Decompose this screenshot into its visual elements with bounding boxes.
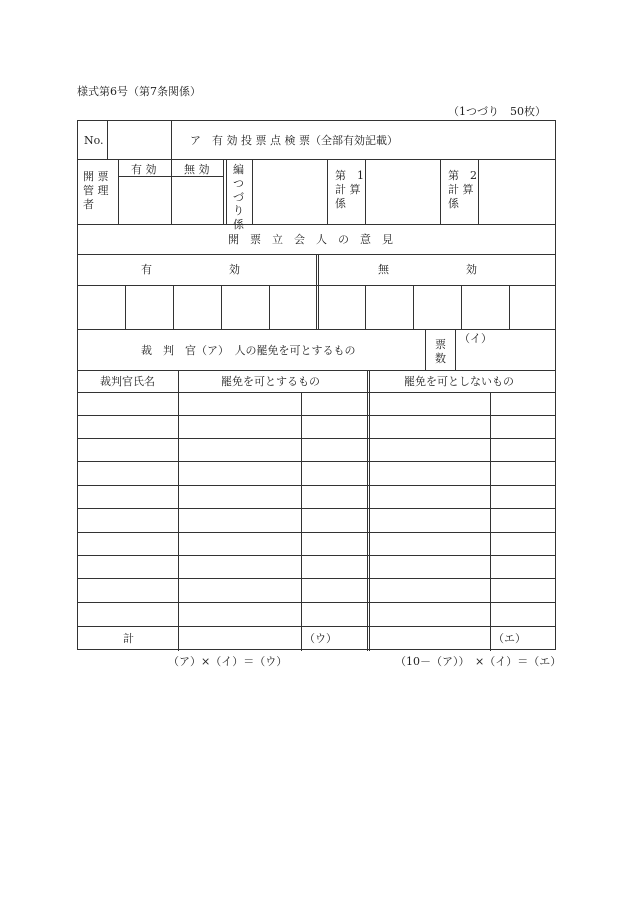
calc-clerk-2-label: 第 2 計 算 係	[448, 169, 477, 210]
i-mark: （イ）	[459, 332, 492, 345]
form-title: ア 有 効 投 票 点 検 票（全部有効記載）	[190, 134, 398, 147]
total-label: 計	[123, 632, 134, 645]
witness-opinion-title: 開 票 立 会 人 の 意 見	[228, 233, 393, 246]
judge-dismissal-title: 裁 判 官（ア） 人の罷免を可とするもの	[141, 344, 356, 357]
copies-note: （1つづり 50枚）	[448, 105, 546, 118]
column-disapprove: 罷免を可としないもの	[404, 375, 514, 388]
calc-clerk-1-label: 第 1 計 算 係	[335, 169, 364, 210]
formula-left: （ア）×（イ）＝（ウ）	[168, 655, 288, 668]
inspection-form	[77, 120, 556, 650]
no-label: No.	[84, 134, 104, 147]
column-judge-name: 裁判官氏名	[100, 375, 155, 388]
form-number: 様式第6号（第7条関係）	[77, 85, 201, 98]
e-mark: （エ）	[493, 632, 526, 645]
witness-valid-label: 有 効	[141, 263, 240, 276]
invalid-label: 無 効	[184, 163, 210, 176]
binding-clerk-label: 編 つ づ り 係	[233, 163, 244, 231]
vote-count-label: 票 数	[435, 338, 446, 365]
column-approve: 罷免を可とするもの	[221, 375, 320, 388]
kaihyo-manager-label: 開 票 管 理 者	[83, 170, 109, 211]
witness-invalid-label: 無 効	[378, 263, 477, 276]
valid-label: 有 効	[131, 163, 157, 176]
u-mark: （ウ）	[304, 632, 337, 645]
formula-right: （10－（ア）） ×（イ）＝（エ）	[395, 655, 562, 668]
